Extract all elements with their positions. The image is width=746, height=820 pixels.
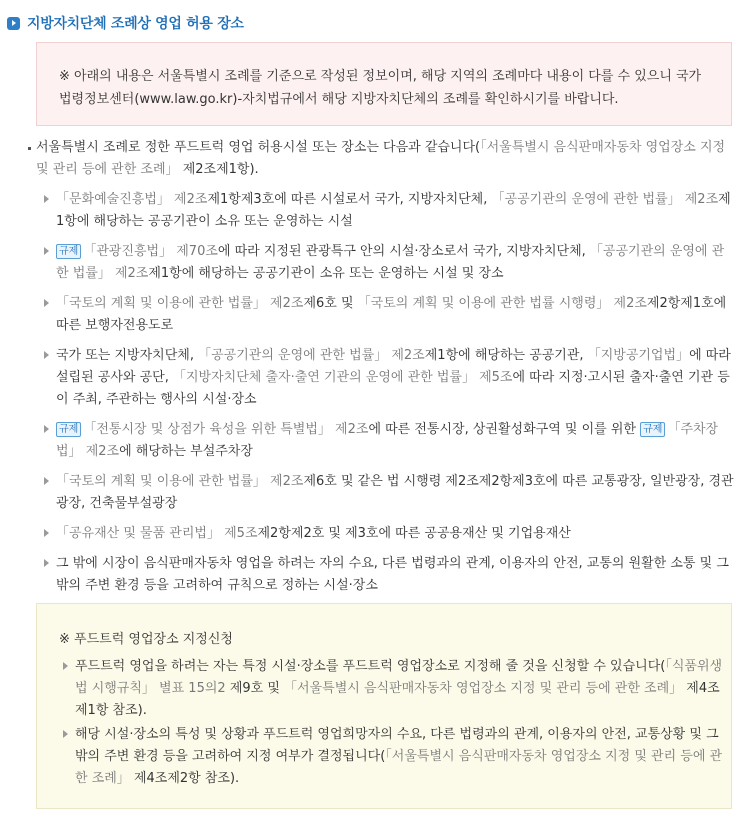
law-link[interactable]: 「공공기관의 운영에 관한 법률」 제2조 [491, 192, 719, 207]
law-link[interactable]: 「서울특별시 음식판매자동차 영업장소 지정 및 관리 등에 관한 조례」 [75, 749, 723, 786]
item-text: 에 따른 전통시장, 상권활성화구역 및 이를 위한 [368, 422, 641, 437]
law-link[interactable]: 「공유재산 및 물품 관리법」 제5조 [56, 526, 258, 541]
regulation-badge[interactable]: 규제 [640, 422, 665, 437]
item-text: 제2항제1호에 따른 보행자전용도로 [56, 296, 727, 333]
item-text: 제6호 및 [303, 296, 358, 311]
item-text: 제1항에 해당하는 공공기관이 소유 또는 운영하는 시설 [56, 192, 731, 229]
list-item [44, 419, 734, 463]
item-text: 제4조제1항 참조). [75, 681, 720, 718]
item-text: 제1항제3호에 따른 시설로서 국가, 지방자치단체, [207, 192, 492, 207]
arrow-bullet-icon [44, 351, 49, 359]
list-item [44, 189, 734, 233]
law-link[interactable]: 「식품위생법 시행규칙」 별표 15의2 [75, 659, 723, 696]
item-text: 제1항에 해당하는 공공기관, [424, 348, 588, 363]
item-text: 에 따라 지정·고시된 출자·출연 기관 등이 주최, 주관하는 행사의 시설·장소 [56, 370, 730, 407]
notice-box [36, 42, 732, 126]
law-link[interactable]: 「국토의 계획 및 이용에 관한 법률」 제2조 [56, 474, 304, 489]
law-link[interactable]: 「주차장법」 제2조 [56, 422, 719, 459]
apply-title: ※ 푸드트럭 영업장소 지정신청 [59, 632, 233, 647]
arrow-bullet-icon [44, 195, 49, 203]
item-text: 에 따라 설립된 공사와 공단, [56, 348, 731, 385]
section-bullet-icon [7, 17, 20, 30]
law-link[interactable]: 「전통시장 및 상점가 육성을 위한 특별법」 제2조 [83, 422, 369, 437]
item-text: 에 해당하는 부설주차장 [119, 444, 253, 459]
item-text: 해당 시설·장소의 특성 및 상황과 푸드트럭 영업희망자의 수요, 다른 법령과의 관계, 이용자의 안전, 교통상황 및 그 밖의 주변 환경 등을 고려하여 지정 여부가 결정됩니다( [75, 727, 719, 764]
item-text: 제1항에 해당하는 공공기관이 소유 또는 운영하는 시설 및 장소 [148, 266, 504, 281]
arrow-bullet-icon [44, 529, 49, 537]
law-link[interactable]: 「지방자치단체 출자·출연 기관의 운영에 관한 법률」 제5조 [173, 370, 513, 385]
main-text: 제2조제1항). [178, 162, 259, 177]
apply-info-box [36, 603, 732, 809]
law-link[interactable]: 「국토의 계획 및 이용에 관한 법률」 제2조 [56, 296, 304, 311]
section-title: 지방자치단체 조례상 영업 허용 장소 [27, 16, 244, 32]
law-link[interactable]: 「국토의 계획 및 이용에 관한 법률 시행령」 제2조 [357, 296, 647, 311]
law-link[interactable]: 「서울특별시 음식판매자동차 영업장소 지정 및 관리 등에 관한 조례」 [36, 140, 726, 177]
arrow-bullet-icon [44, 559, 49, 567]
list-item [63, 724, 727, 790]
section-header [7, 13, 244, 33]
arrow-bullet-icon [44, 425, 49, 433]
arrow-bullet-icon [63, 662, 68, 670]
law-link[interactable]: 「공공기관의 운영에 관한 법률」 제2조 [56, 244, 725, 281]
item-text: 제2항제2호 및 제3호에 따른 공공용재산 및 기업용재산 [257, 526, 571, 541]
list-item [44, 523, 734, 545]
item-text: 국가 또는 지방자치단체, [56, 348, 199, 363]
regulation-badge[interactable]: 규제 [56, 422, 81, 437]
item-text: 그 밖에 시장이 음식판매자동차 영업을 하려는 자의 수요, 다른 법령과의 관계, 이용자의 안전, 교통의 원활한 소통 및 그 밖의 주변 환경 등을 고려하여 규칙으로 정하는 시설·장소 [56, 556, 729, 593]
item-text: 에 따라 지정된 관광특구 안의 시설·장소로서 국가, 지방자치단체, [217, 244, 590, 259]
bullet-dot-icon [28, 147, 31, 150]
law-link[interactable]: 「문화예술진흥법」 제2조 [56, 192, 208, 207]
item-text: 푸드트럭 영업을 하려는 자는 특정 시설·장소를 푸드트럭 영업장소로 지정해 줄 것을 신청할 수 있습니다( [75, 659, 666, 674]
law-link[interactable]: 「공공기관의 운영에 관한 법률」 제2조 [198, 348, 425, 363]
law-link[interactable]: 「서울특별시 음식판매자동차 영업장소 지정 및 관리 등에 관한 조례」 [284, 681, 683, 696]
item-text: 제6호 및 같은 법 시행령 제2조제2항제3호에 따른 교통광장, 일반광장, 경관광장, 건축물부설광장 [56, 474, 734, 511]
list-item [44, 345, 734, 411]
law-link[interactable]: 「지방공기업법」 [587, 348, 690, 363]
law-link[interactable]: 「관광진흥법」 제70조 [83, 244, 218, 259]
list-item [44, 471, 734, 515]
main-text: 서울특별시 조례로 정한 푸드트럭 영업 허용시설 또는 장소는 다음과 같습니다( [36, 140, 481, 155]
regulation-badge[interactable]: 규제 [56, 244, 81, 259]
list-item [44, 293, 734, 337]
list-item [44, 241, 734, 285]
list-item [63, 656, 727, 722]
arrow-bullet-icon [63, 730, 68, 738]
list-item [44, 553, 734, 597]
arrow-bullet-icon [44, 299, 49, 307]
item-text: 제4조제2항 참조). [129, 771, 240, 786]
arrow-bullet-icon [44, 477, 49, 485]
item-text: 제9호 및 [225, 681, 285, 696]
arrow-bullet-icon [44, 247, 49, 255]
notice-text: ※ 아래의 내용은 서울특별시 조례를 기준으로 작성된 정보이며, 해당 지역의 조례마다 내용이 다를 수 있으니 국가법령정보센터(www.law.go.kr)-자치법규에서 해당 지방자치단체의 조례를 확인하시기를 바랍니다. [59, 69, 702, 107]
main-statement [28, 137, 740, 181]
